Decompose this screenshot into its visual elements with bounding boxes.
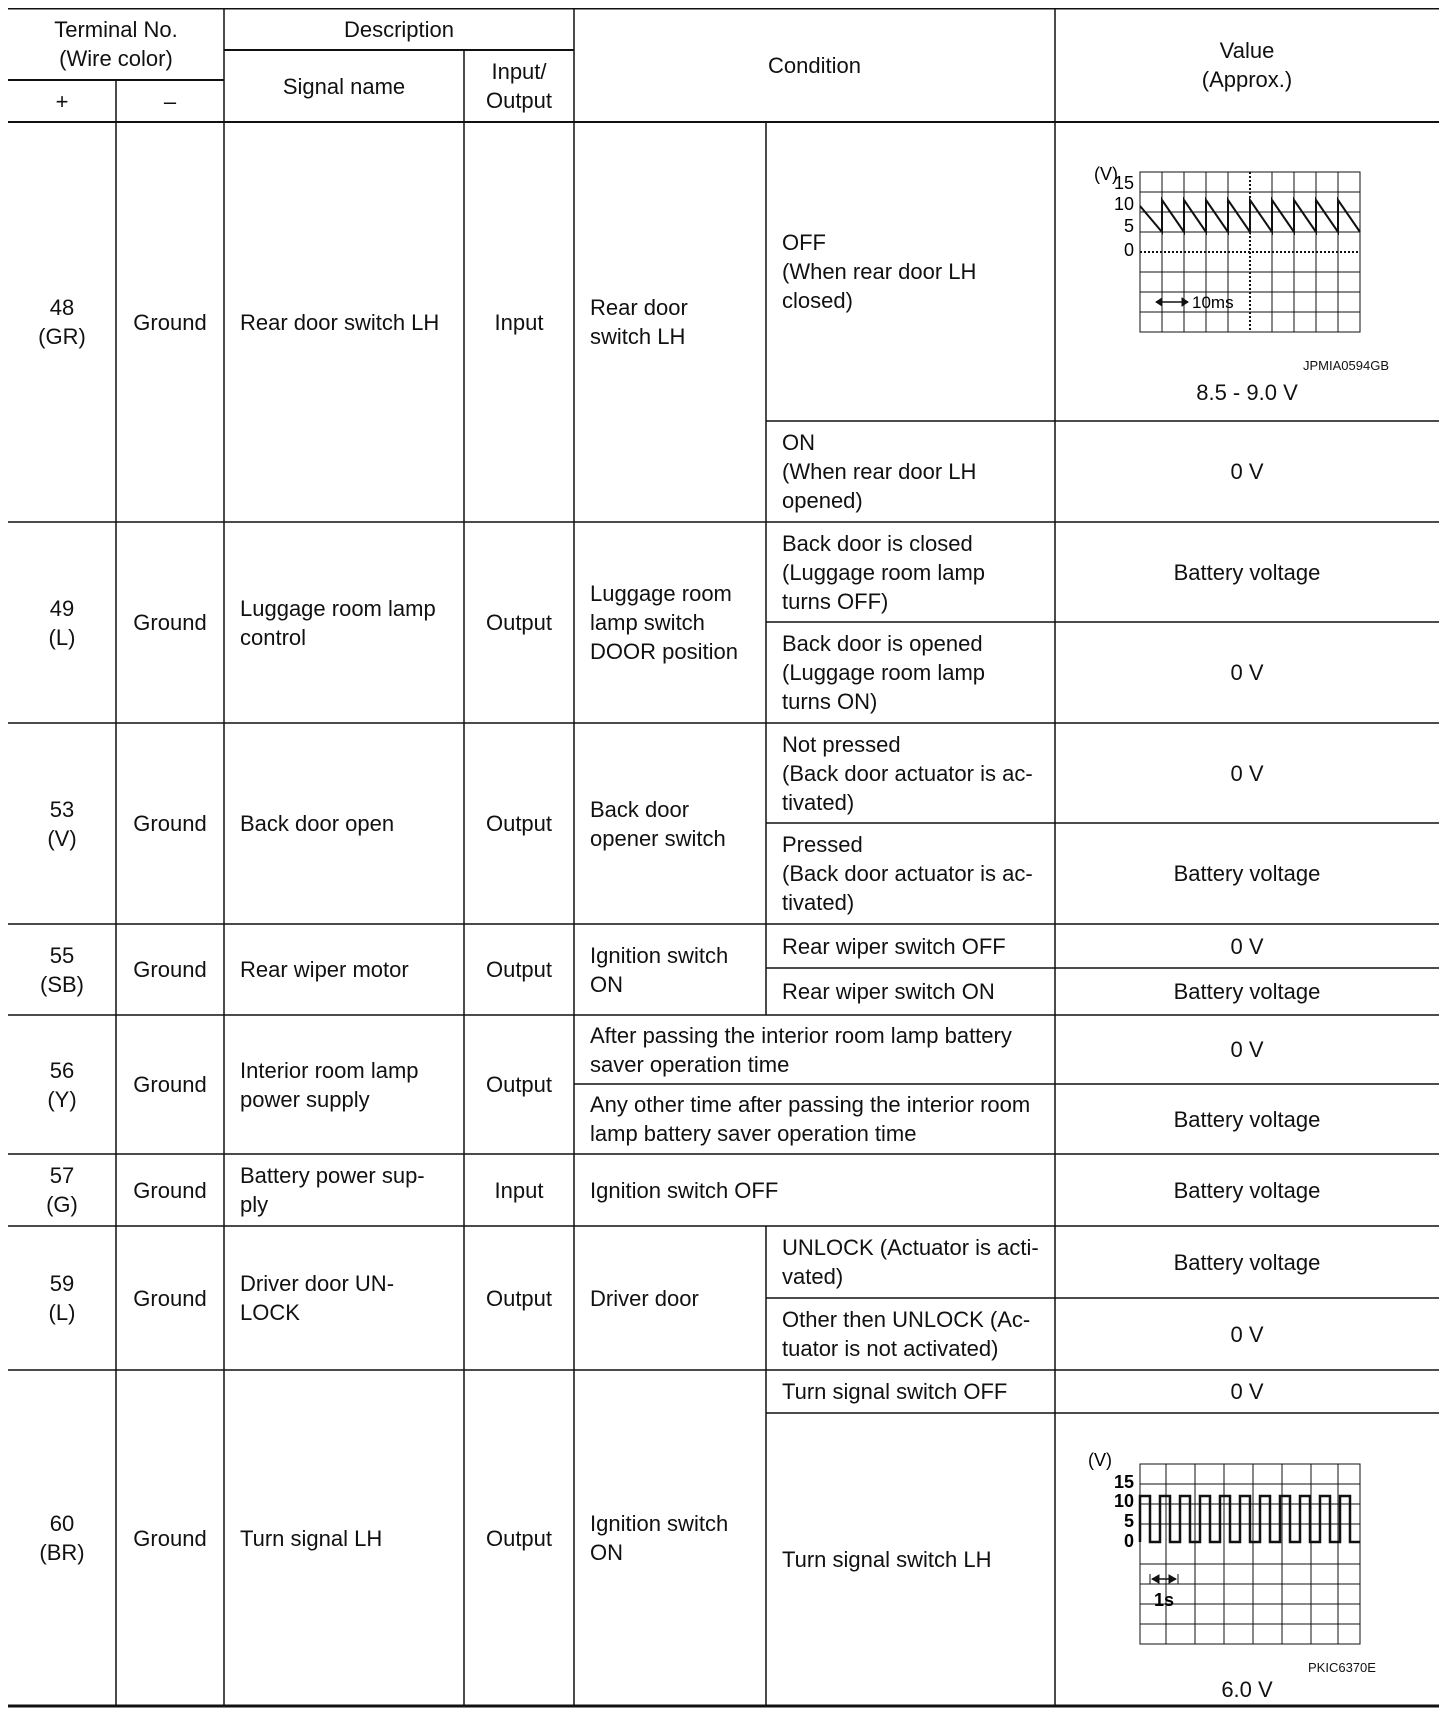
value: 0 V (1230, 933, 1264, 959)
sub-condition: Turn signal switch OFF (782, 1379, 1008, 1404)
terminal-number: 56 (Y) (47, 1057, 77, 1112)
header-condition: Condition (768, 52, 861, 78)
value: Battery voltage (1173, 1249, 1321, 1275)
value: 0 V (1230, 660, 1264, 685)
terminal-number: 59 (L) (48, 1271, 76, 1325)
figure-code: PKIC6370E (1308, 1660, 1376, 1675)
wave1-tick: 15 (1113, 173, 1134, 193)
signal-name: Rear wiper motor (240, 957, 409, 982)
sub-condition: ON (When rear door LH opened) (782, 430, 977, 513)
terminal-number: 60 (BR) (39, 1511, 85, 1565)
wave2-tick: 5 (1123, 1511, 1134, 1531)
value: Battery voltage (1173, 1177, 1321, 1203)
io-type: Output (485, 1525, 553, 1551)
value: Battery voltage (1173, 1106, 1321, 1132)
sub-condition: Back door is closed (Luggage room lamp turns OFF) (782, 530, 986, 614)
io-type: Input (494, 1177, 544, 1203)
terminal-table (8, 8, 1439, 1708)
sub-condition: Pressed (Back door actuator is ac- tivated) (782, 832, 1033, 915)
wave2-time-label: 1s (1153, 1590, 1175, 1610)
signal-name: Driver door UN- LOCK (240, 1271, 395, 1325)
terminal-number: 53 (V) (47, 796, 77, 851)
header-description: Description (343, 16, 455, 42)
sub-condition: OFF (When rear door LH closed) (782, 230, 977, 313)
io-type: Output (485, 957, 553, 982)
condition: Rear door switch LH (590, 295, 688, 349)
figure-code: JPMIA0594GB (1303, 358, 1389, 373)
value: 0 V (1230, 459, 1264, 484)
signal-name: Back door open (240, 811, 395, 836)
waveform-rear-door (1068, 156, 1368, 366)
signal-name: Turn signal LH (240, 1525, 383, 1551)
condition: Ignition switch ON (590, 1511, 729, 1565)
wave1-tick: 10 (1113, 194, 1134, 214)
wave1-tick: 5 (1123, 216, 1134, 236)
wave2-unit: (V) (1088, 1450, 1112, 1470)
ground-label: Ground (133, 610, 207, 635)
header-terminal: Terminal No. (Wire color) (54, 17, 178, 71)
value: 6.0 V (1221, 1676, 1273, 1702)
sub-condition: Not pressed (Back door actuator is ac- tivated) (782, 731, 1033, 815)
condition: Ignition switch ON (590, 942, 729, 997)
condition: Luggage room lamp switch DOOR position (590, 581, 738, 664)
sub-condition: Ignition switch OFF (590, 1177, 779, 1203)
value: Battery voltage (1173, 559, 1321, 585)
value: 0 V (1230, 760, 1264, 786)
sub-condition: Any other time after passing the interior room lamp battery saver operation time (590, 1092, 1031, 1146)
value: 8.5 - 9.0 V (1196, 379, 1298, 405)
io-type: Output (485, 1072, 553, 1097)
waveform-turn-signal (1068, 1444, 1368, 1664)
terminal-number: 49 (L) (48, 595, 76, 650)
io-type: Input (494, 309, 544, 335)
header-minus: – (163, 88, 177, 114)
terminal-number: 48 (GR) (38, 295, 86, 349)
signal-name: Interior room lamp power supply (240, 1057, 419, 1112)
condition: Back door opener switch (590, 796, 726, 851)
value: 0 V (1230, 1037, 1264, 1062)
header-value: Value (Approx.) (1201, 38, 1293, 92)
value: Battery voltage (1173, 979, 1321, 1004)
sub-condition: Back door is opened (Luggage room lamp turns ON) (782, 631, 986, 714)
io-type: Output (485, 610, 553, 635)
sub-condition: After passing the interior room lamp battery saver operation time (590, 1022, 1012, 1077)
ground-label: Ground (133, 811, 207, 836)
terminal-number: 55 (SB) (40, 942, 84, 997)
sub-condition: UNLOCK (Actuator is acti- vated) (782, 1235, 1039, 1289)
wave1-time-label: 10ms (1192, 293, 1234, 312)
ground-label: Ground (133, 309, 207, 335)
ground-label: Ground (133, 957, 207, 982)
value: 0 V (1230, 1379, 1264, 1404)
condition: Driver door (590, 1285, 699, 1311)
wave1-tick: 0 (1123, 240, 1134, 260)
sub-condition: Other then UNLOCK (Ac- tuator is not activated) (782, 1307, 1031, 1361)
io-type: Output (485, 811, 553, 836)
io-type: Output (485, 1285, 553, 1311)
terminal-number: 57 (G) (46, 1163, 78, 1217)
wave2-tick: 0 (1123, 1531, 1134, 1551)
value: 0 V (1230, 1321, 1264, 1347)
sub-condition: Turn signal switch LH (782, 1547, 992, 1572)
ground-label: Ground (133, 1525, 207, 1551)
header-signal-name: Signal name (282, 73, 406, 99)
ground-label: Ground (133, 1177, 207, 1203)
wave1-unit: (V) (1094, 164, 1118, 184)
header-io: Input/ Output (485, 59, 553, 113)
header-plus: + (55, 88, 69, 114)
sub-condition: Rear wiper switch OFF (782, 933, 1006, 959)
signal-name: Rear door switch LH (240, 309, 440, 335)
wave2-tick: 10 (1113, 1491, 1134, 1511)
wave2-tick: 15 (1113, 1472, 1134, 1492)
value: Battery voltage (1173, 861, 1321, 886)
ground-label: Ground (133, 1072, 207, 1097)
ground-label: Ground (133, 1285, 207, 1311)
signal-name: Luggage room lamp control (240, 595, 436, 650)
sub-condition: Rear wiper switch ON (782, 979, 995, 1004)
signal-name: Battery power sup- ply (240, 1163, 425, 1217)
